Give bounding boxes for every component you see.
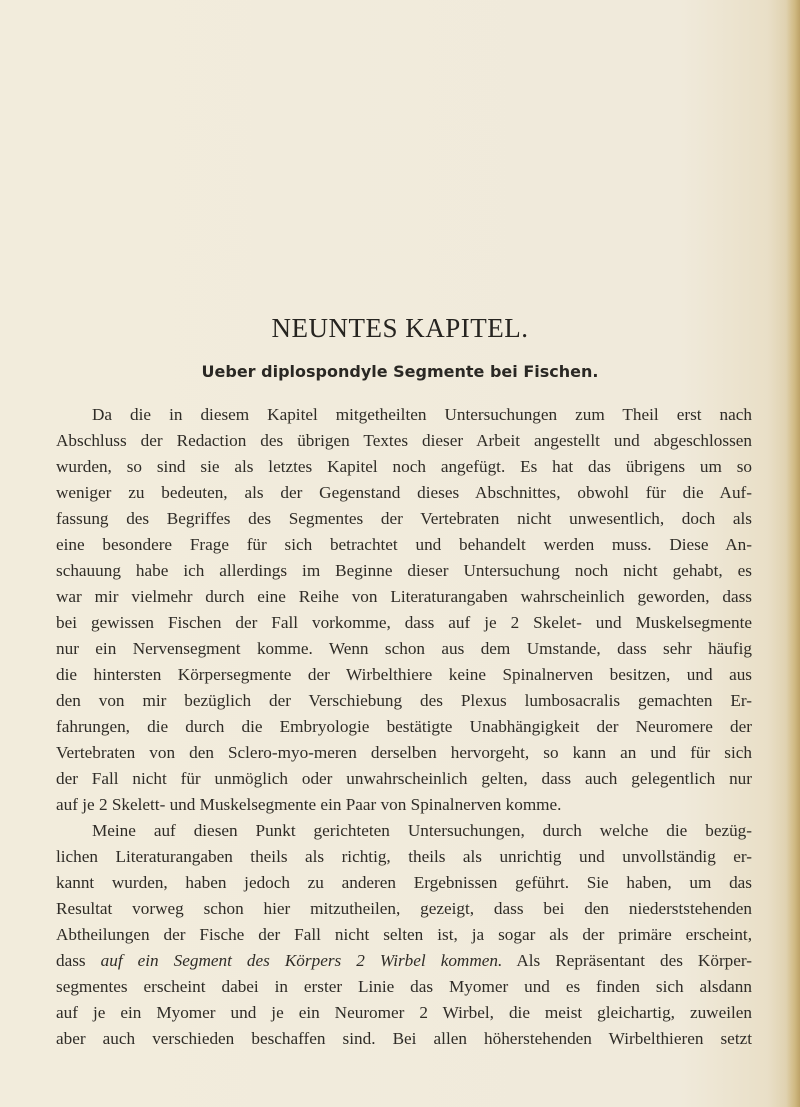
text-line: Abtheilungen der Fische der Fall nicht selten ist, ja sogar als der primäre erscheint, <box>56 925 752 944</box>
text-line: eine besondere Frage für sich betrachtet und behandelt werden muss. Diese An- <box>56 535 752 554</box>
chapter-subtitle: Ueber diplospondyle Segmente bei Fischen. <box>201 362 599 381</box>
text-line: schauung habe ich allerdings im Beginne dieser Untersuchung noch nicht gehabt, es <box>56 561 752 580</box>
text-line: weniger zu bedeuten, als der Gegenstand dieses Abschnittes, obwohl für die Auf- <box>56 483 752 502</box>
text-line: kannt wurden, haben jedoch zu anderen Ergebnissen geführt. Sie haben, um das <box>56 873 752 892</box>
page-edge-shading <box>786 0 800 1107</box>
text-line: Resultat vorweg schon hier mitzutheilen, gezeigt, dass bei den niederststehenden <box>56 899 752 918</box>
text-line: Vertebraten von den Sclero-myo-meren derselben hervorgeht, so kann an und für sich <box>56 743 752 762</box>
text-line: fassung des Begriffes des Segmentes der Vertebraten nicht unwesentlich, doch als <box>56 509 752 528</box>
text-line: aber auch verschieden beschaffen sind. Bei allen höherstehenden Wirbelthieren setzt <box>56 1029 752 1048</box>
text-line: nur ein Nervensegment komme. Wenn schon aus dem Umstande, dass sehr häufig <box>56 639 752 658</box>
text-line: wurden, so sind sie als letztes Kapitel noch angefügt. Es hat das übrigens um so <box>56 457 752 476</box>
text-line: die hintersten Körpersegmente der Wirbelthiere keine Spinalnerven besitzen, und aus <box>56 665 752 684</box>
text-line: war mir vielmehr durch eine Reihe von Literaturangaben wahrscheinlich geworden, dass <box>56 587 752 606</box>
body-text <box>56 402 752 1052</box>
line-end: Als Repräsentant des Körper- <box>502 951 752 970</box>
text-line: Da die in diesem Kapitel mitgetheilten Untersuchungen zum Theil erst nach <box>92 405 752 424</box>
text-line: lichen Literaturangaben theils als richtig, theils als unrichtig und unvollständig er- <box>56 847 752 866</box>
text-line: Meine auf diesen Punkt gerichteten Untersuchungen, durch welche die bezüg- <box>92 821 752 840</box>
line-start: dass <box>56 951 101 970</box>
italic-emphasis: auf ein Segment des Körpers 2 Wirbel kommen. <box>100 951 503 970</box>
text-line-with-emphasis <box>56 948 752 974</box>
text-line: Abschluss der Redaction des übrigen Textes dieser Arbeit angestellt und abgeschlossen <box>56 431 752 450</box>
text-line: fahrungen, die durch die Embryologie bestätigte Unabhängigkeit der Neuromere der <box>56 717 752 736</box>
text-line: den von mir bezüglich der Verschiebung des Plexus lumbosacralis gemachten Er- <box>56 691 752 710</box>
text-line: der Fall nicht für unmöglich oder unwahrscheinlich gelten, dass auch gelegentlich nur <box>56 769 752 788</box>
text-line: bei gewissen Fischen der Fall vorkomme, dass auf je 2 Skelet- und Muskelsegmente <box>56 613 752 632</box>
text-line: segmentes erscheint dabei in erster Linie das Myomer und es finden sich alsdann <box>56 977 752 996</box>
text-line: auf je 2 Skelett- und Muskelsegmente ein Paar von Spinalnerven komme. <box>56 795 562 814</box>
text-line: auf je ein Myomer und je ein Neuromer 2 Wirbel, die meist gleichartig, zuweilen <box>56 1003 752 1022</box>
chapter-title: NEUNTES KAPITEL. <box>271 313 529 343</box>
